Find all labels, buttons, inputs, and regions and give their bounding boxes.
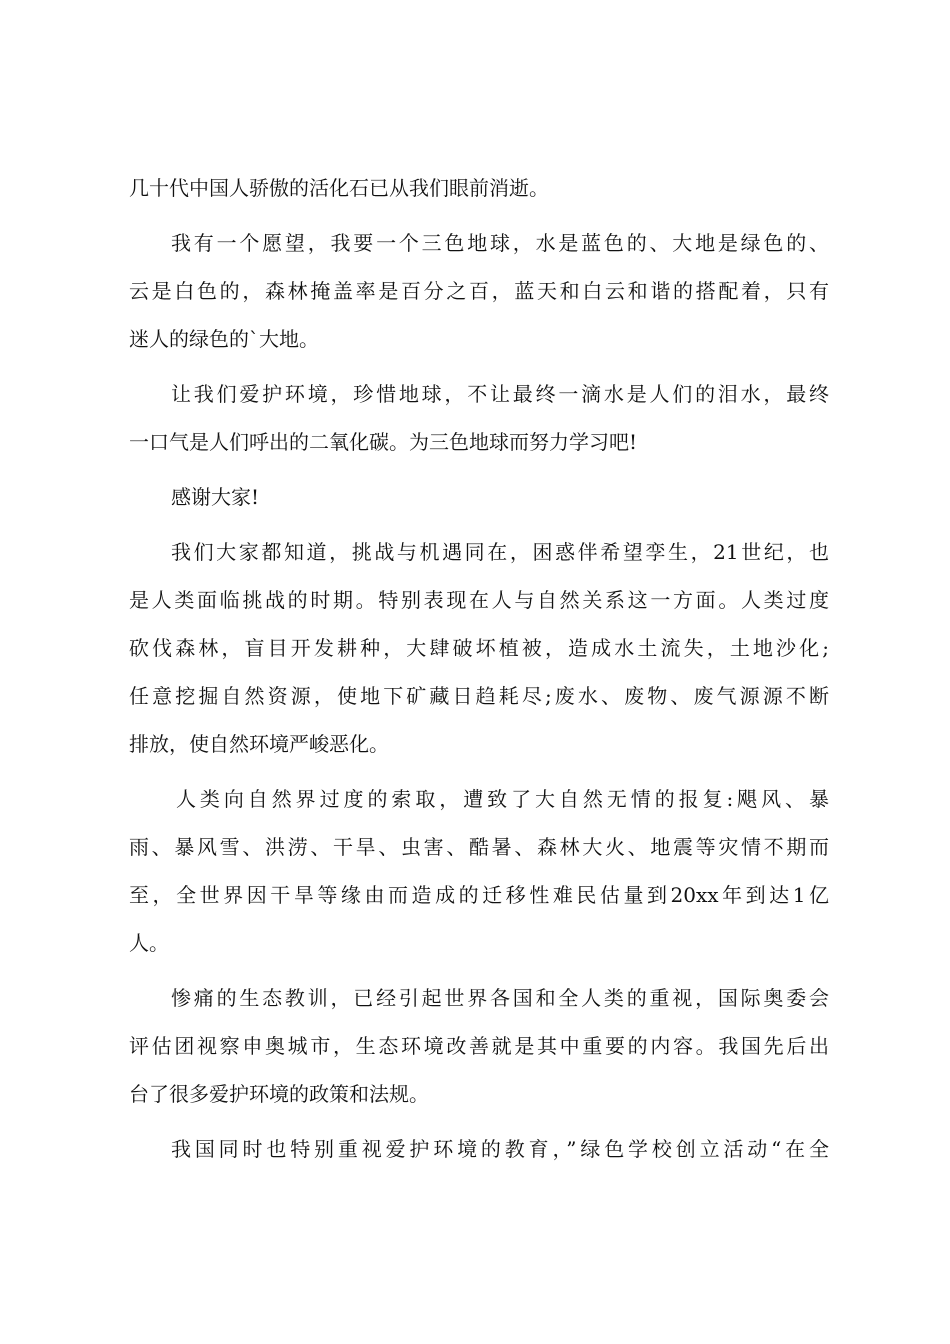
text-line: 让我们爱护环境，珍惜地球，不让最终一滴水是人们的泪水，最终 [171, 382, 829, 406]
text-line: 几十代中国人骄傲的活化石已从我们眼前消逝。 [129, 176, 549, 200]
text-line: 惨痛的生态教训，已经引起世界各国和全人类的重视，国际奥委会 [171, 986, 829, 1010]
text-line: 一口气是人们呼出的二氧化碳。为三色地球而努力学习吧! [129, 430, 638, 454]
text-line: 迷人的绿色的`大地。 [129, 327, 319, 351]
text-line: 感谢大家! [171, 485, 260, 509]
text-line: 人类向自然界过度的索取，遭致了大自然无情的报复:飓风、暴 [176, 787, 829, 811]
text-line: 雨、暴风雪、洪涝、干旱、虫害、酷暑、森林大火、地震等灾情不期而 [129, 835, 829, 859]
text-line: 排放，使自然环境严峻恶化。 [129, 732, 389, 756]
text-line: 砍伐森林，盲目开发耕种，大肆破坏植被，造成水土流失，土地沙化; [129, 636, 829, 660]
text-line: 我们大家都知道，挑战与机遇同在，困惑伴希望孪生，21世纪，也 [171, 540, 829, 564]
text-line: 评估团视察申奥城市，生态环境改善就是其中重要的内容。我国先后出 [129, 1034, 829, 1058]
text-line: 任意挖掘自然资源，使地下矿藏日趋耗尽;废水、废物、废气源源不断 [129, 684, 829, 708]
text-line: 我有一个愿望，我要一个三色地球，水是蓝色的、大地是绿色的、 [171, 231, 829, 255]
text-line: 我国同时也特别重视爱护环境的教育，”绿色学校创立活动“在全 [171, 1137, 829, 1161]
text-line: 云是白色的，森林掩盖率是百分之百，蓝天和白云和谐的搭配着，只有 [129, 279, 829, 303]
text-line: 人。 [129, 931, 169, 955]
text-line: 是人类面临挑战的时期。特别表现在人与自然关系这一方面。人类过度 [129, 588, 829, 612]
text-line: 台了很多爱护环境的政策和法规。 [129, 1082, 429, 1106]
text-line: 至，全世界因干旱等缘由而造成的迁移性难民估量到20xx年到达1亿 [129, 883, 829, 907]
